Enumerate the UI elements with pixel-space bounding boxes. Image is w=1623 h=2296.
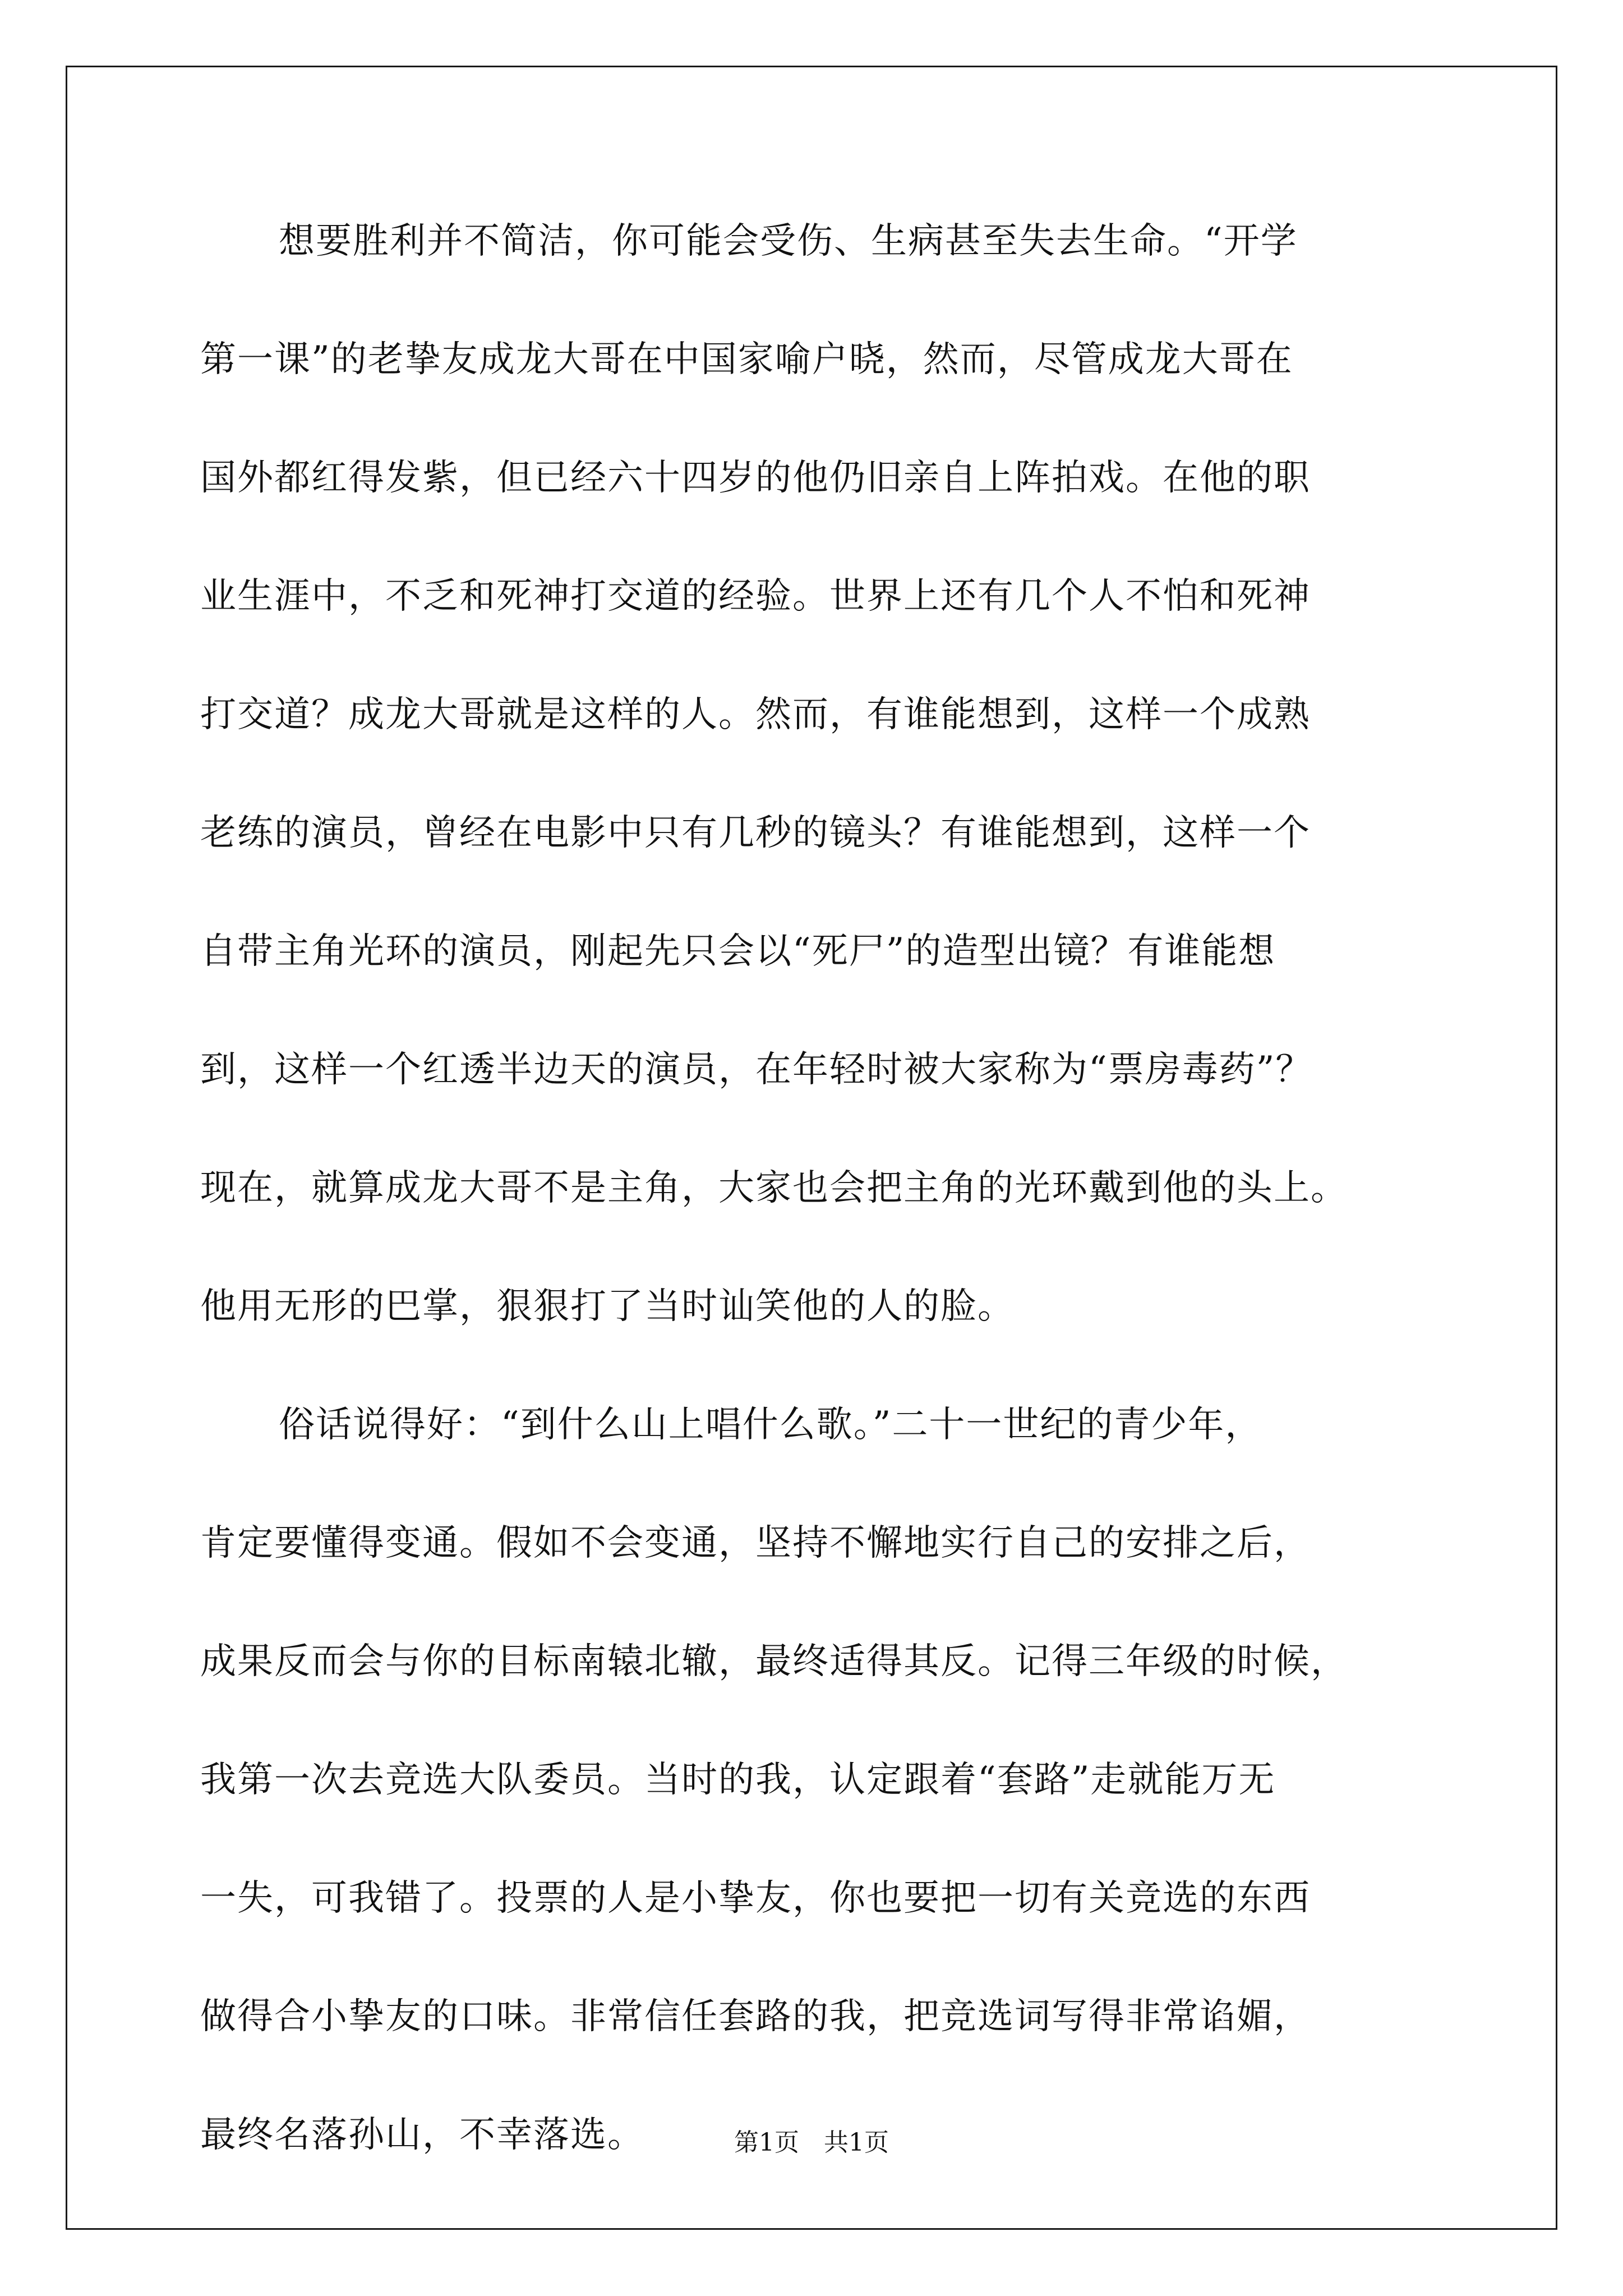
document-body — [200, 202, 1434, 2214]
text-line: 国外都红得发紫，但已经六十四岁的他仍旧亲自上阵拍戏。在他的职 — [200, 457, 1311, 499]
text-line: 打交道？成龙大哥就是这样的人。然而，有谁能想到，这样一个成熟 — [200, 694, 1311, 735]
text-line: 成果反而会与你的目标南辕北辙，最终适得其反。记得三年级的时候， — [200, 1641, 1348, 1682]
text-line: 最终名落孙山，不幸落选。 — [200, 2114, 644, 2156]
text-line: 想要胜利并不简洁，你可能会受伤、生病甚至失去生命。“开学 — [279, 220, 1298, 262]
text-line: 到，这样一个红透半边天的演员，在年轻时被大家称为“票房毒药”？ — [200, 1049, 1313, 1091]
text-line: 一失，可我错了。投票的人是小挚友，你也要把一切有关竞选的东西 — [200, 1878, 1311, 1919]
text-line: 第一课”的老挚友成龙大哥在中国家喻户晓，然而，尽管成龙大哥在 — [200, 339, 1293, 380]
text-line: 老练的演员，曾经在电影中只有几秒的镜头？有谁能想到，这样一个 — [200, 812, 1311, 854]
page-number-footer: 第1页 共1页 — [734, 2128, 889, 2157]
paragraph-1 — [200, 202, 1434, 1386]
text-line: 现在，就算成龙大哥不是主角，大家也会把主角的光环戴到他的头上。 — [200, 1167, 1348, 1209]
text-line: 他用无形的巴掌，狠狠打了当时讪笑他的人的脸。 — [200, 1286, 1015, 1327]
text-line: 自带主角光环的演员，刚起先只会以“死尸”的造型出镜？有谁能想 — [200, 931, 1276, 972]
text-line: 业生涯中，不乏和死神打交道的经验。世界上还有几个人不怕和死神 — [200, 576, 1311, 617]
text-line: 我第一次去竞选大队委员。当时的我，认定跟着“套路”走就能万无 — [200, 1759, 1276, 1801]
text-line: 俗话说得好：“到什么山上唱什么歌。”二十一世纪的青少年， — [279, 1404, 1262, 1446]
text-line: 做得合小挚友的口味。非常信任套路的我，把竞选词写得非常谄媚， — [200, 1996, 1311, 2037]
text-line: 肯定要懂得变通。假如不会变通，坚持不懈地实行自己的安排之后， — [200, 1522, 1311, 1564]
paragraph-2 — [200, 1386, 1434, 2214]
